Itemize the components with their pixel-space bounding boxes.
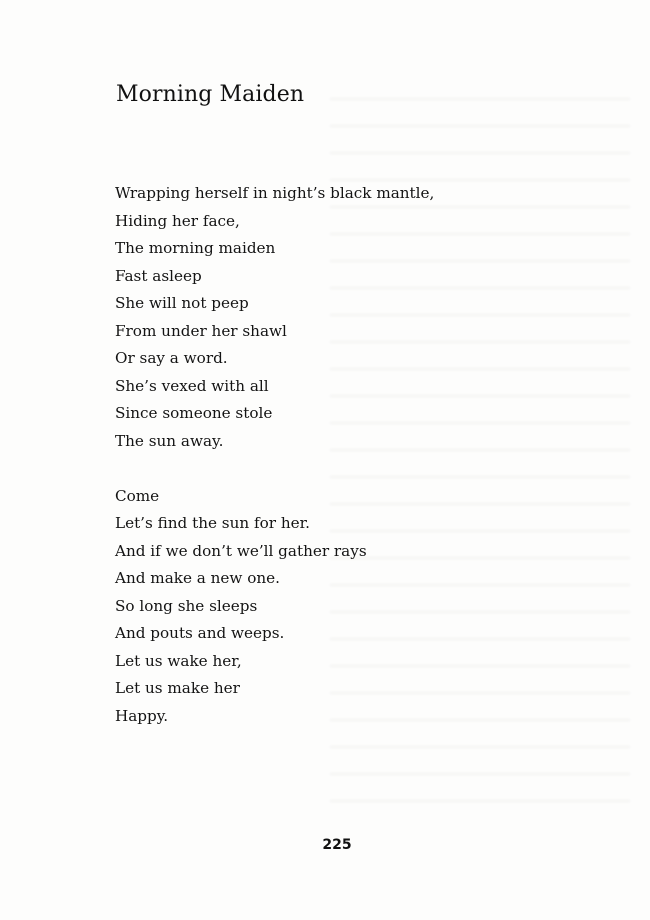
poem-line: From under her shawl <box>115 321 287 340</box>
poem-line: Happy. <box>115 706 169 725</box>
page-number: 225 <box>322 837 352 853</box>
poem-line: And if we don’t we’ll gather rays <box>115 541 367 560</box>
poem-line: Or say a word. <box>115 349 228 367</box>
poem-line: Let us wake her, <box>115 651 242 670</box>
poem-line: And pouts and weeps. <box>115 624 285 642</box>
poem-line: She’s vexed with all <box>115 376 269 395</box>
poem-line: The sun away. <box>115 431 224 450</box>
poem-body <box>115 180 434 758</box>
poem-line: Let us make her <box>115 679 240 697</box>
poem-title: Morning Maiden <box>116 82 305 107</box>
poem-line: Fast asleep <box>115 266 202 285</box>
poem-line: Wrapping herself in night’s black mantle, <box>115 184 435 202</box>
poem-line: Let’s find the sun for her. <box>115 514 311 532</box>
poem-line: And make a new one. <box>115 569 280 587</box>
poem-line: Since someone stole <box>115 404 273 422</box>
poem-line: The morning maiden <box>115 239 276 257</box>
poem-line: She will not peep <box>115 294 249 312</box>
poem-line: So long she sleeps <box>115 596 258 615</box>
poem-line: Come <box>115 486 160 505</box>
stanza-2 <box>115 483 434 731</box>
stanza-1 <box>115 180 434 455</box>
poem-line: Hiding her face, <box>115 211 240 230</box>
